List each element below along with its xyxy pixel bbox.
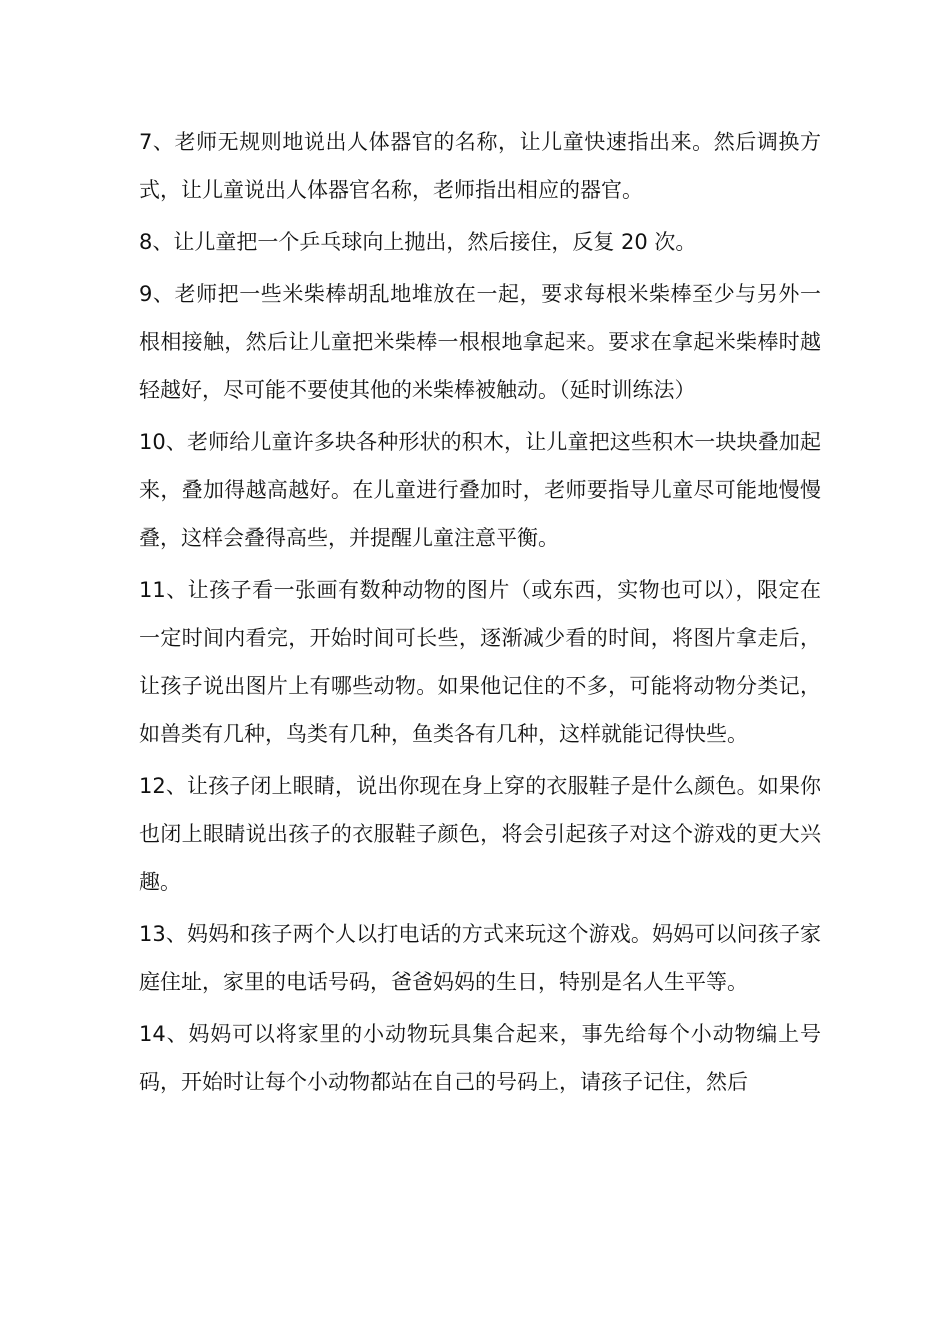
document-body bbox=[139, 118, 821, 1110]
paragraph-item-7: 7、老师无规则地说出人体器官的名称，让儿童快速指出来。然后调换方式，让儿童说出人体器官名称，老师指出相应的器官。 bbox=[139, 130, 821, 202]
paragraph-item-14: 14、妈妈可以将家里的小动物玩具集合起来，事先给每个小动物编上号码，开始时让每个小动物都站在自己的号码上，请孩子记住，然后 bbox=[139, 1022, 821, 1094]
paragraph-item-11: 11、让孩子看一张画有数种动物的图片（或东西，实物也可以），限定在一定时间内看完，开始时间可长些，逐渐减少看的时间，将图片拿走后，让孩子说出图片上有哪些动物。如果他记住的不多，可能将动物分类记，如兽类有几种，鸟类有几种，鱼类各有几种，这样就能记得快些。 bbox=[139, 578, 821, 746]
paragraph-item-13: 13、妈妈和孩子两个人以打电话的方式来玩这个游戏。妈妈可以问孩子家庭住址，家里的电话号码，爸爸妈妈的生日，特别是名人生平等。 bbox=[139, 922, 821, 994]
paragraph-item-12: 12、让孩子闭上眼睛，说出你现在身上穿的衣服鞋子是什么颜色。如果你也闭上眼睛说出孩子的衣服鞋子颜色，将会引起孩子对这个游戏的更大兴趣。 bbox=[139, 774, 821, 894]
paragraph-item-8: 8、让儿童把一个乒乓球向上抛出，然后接住，反复 20 次。 bbox=[139, 230, 697, 254]
paragraph-item-9: 9、老师把一些米柴棒胡乱地堆放在一起，要求每根米柴棒至少与另外一根相接触，然后让儿童把米柴棒一根根地拿起来。要求在拿起米柴棒时越轻越好，尽可能不要使其他的米柴棒被触动。（延时训练法） bbox=[139, 282, 821, 402]
paragraph-item-10: 10、老师给儿童许多块各种形状的积木，让儿童把这些积木一块块叠加起来，叠加得越高越好。在儿童进行叠加时，老师要指导儿童尽可能地慢慢叠，这样会叠得高些，并提醒儿童注意平衡。 bbox=[139, 430, 821, 550]
